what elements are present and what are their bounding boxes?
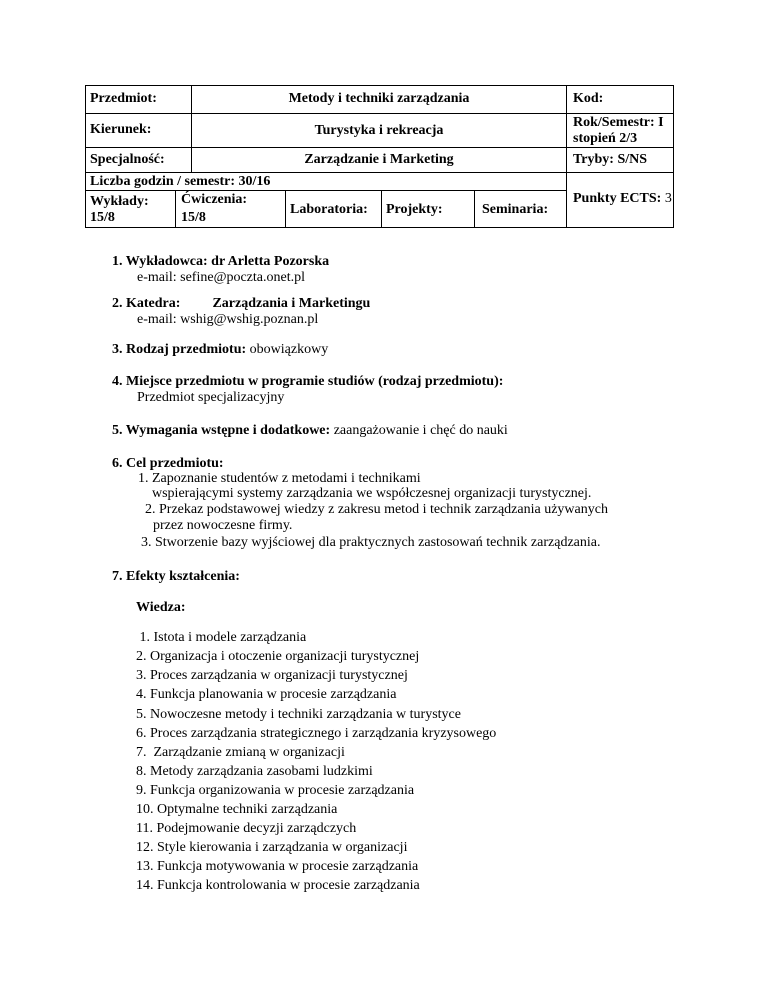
cel-line-2: wspierającymi systemy zarządzania we współczesnej organizacji turystycznej. <box>152 486 592 501</box>
ects-value: 3 <box>664 191 672 206</box>
specjalnosc-label: Specjalność: <box>90 152 165 167</box>
specjalnosc-value: Zarządzanie i Marketing <box>304 152 454 167</box>
wiedza-label: Wiedza: <box>136 600 186 615</box>
kierunek-value-cell <box>192 114 567 148</box>
list-item: 5. Nowoczesne metody i techniki zarządzania w turystyce <box>136 707 461 722</box>
rodzaj-label: 3. Rodzaj przedmiotu: <box>112 342 247 357</box>
seminaria-cell <box>475 191 567 228</box>
list-item: 10. Optymalne techniki zarządzania <box>136 802 338 817</box>
course-info-table <box>85 85 674 228</box>
specjalnosc-label-cell <box>86 148 192 173</box>
cwiczenia-label: Ćwiczenia: <box>181 192 248 207</box>
rodzaj-value: obowiązkowy <box>249 342 329 357</box>
miejsce-label: 4. Miejsce przedmiotu w programie studiów (rodzaj przedmiotu): <box>112 374 504 389</box>
wymagania-label: 5. Wymagania wstępne i dodatkowe: <box>112 423 331 438</box>
laboratoria-label: Laboratoria: <box>290 202 368 217</box>
katedra-label: 2. Katedra: <box>112 296 181 311</box>
list-item: 2. Organizacja i otoczenie organizacji turystycznej <box>136 649 420 664</box>
cwiczenia-cell <box>176 191 286 228</box>
list-item: 7. Zarządzanie zmianą w organizacji <box>136 745 345 760</box>
liczba-godzin: Liczba godzin / semestr: 30/16 <box>90 174 271 189</box>
kierunek-label-cell <box>86 114 192 148</box>
section-wykladowca <box>112 254 329 286</box>
section-miejsce <box>112 374 503 406</box>
projekty-cell <box>382 191 475 228</box>
rok-semestr-line2: stopień 2/3 <box>573 131 638 146</box>
section-katedra <box>112 296 370 328</box>
cel-line-1: 1. Zapoznanie studentów z metodami i technikami <box>138 471 421 486</box>
rok-semestr-cell <box>567 114 674 148</box>
ects-cell <box>567 173 674 228</box>
wyklady-label: Wykłady: <box>90 194 149 209</box>
wykladowca-email: e-mail: sefine@poczta.onet.pl <box>137 270 305 285</box>
specjalnosc-value-cell <box>192 148 567 173</box>
ects-label: Punkty ECTS: <box>573 191 662 206</box>
rok-semestr-line1: Rok/Semestr: I <box>573 115 664 130</box>
przedmiot-label-cell <box>86 86 192 114</box>
kierunek-label: Kierunek: <box>90 122 152 137</box>
przedmiot-value-cell <box>192 86 567 114</box>
projekty-label: Projekty: <box>386 202 443 217</box>
list-item: 1. Istota i modele zarządzania <box>136 630 307 645</box>
section-rodzaj <box>112 342 328 358</box>
efekty-title: 7. Efekty kształcenia: <box>112 569 240 584</box>
list-item: 14. Funkcja kontrolowania w procesie zarządzania <box>136 878 420 893</box>
cwiczenia-value: 15/8 <box>181 210 206 225</box>
cel-title: 6. Cel przedmiotu: <box>112 456 224 471</box>
cel-line-5: 3. Stworzenie bazy wyjściowej dla praktycznych zastosowań technik zarządzania. <box>141 535 601 550</box>
przedmiot-label: Przedmiot: <box>90 91 157 106</box>
list-item: 6. Proces zarządzania strategicznego i zarządzania kryzysowego <box>136 726 497 741</box>
ects <box>573 191 672 207</box>
tryby-cell <box>567 148 674 173</box>
liczba-godzin-cell <box>86 173 567 191</box>
list-item: 4. Funkcja planowania w procesie zarządzania <box>136 687 397 702</box>
katedra-title <box>112 296 370 312</box>
przedmiot-value: Metody i techniki zarządzania <box>288 91 470 106</box>
list-item: 11. Podejmowanie decyzji zarządczych <box>136 821 357 836</box>
wymagania-value: zaangażowanie i chęć do nauki <box>333 423 508 438</box>
katedra-email: e-mail: wshig@wshig.poznan.pl <box>137 312 319 327</box>
katedra-value: Zarządzania i Marketingu <box>212 296 371 311</box>
seminaria-label: Seminaria: <box>482 202 549 217</box>
wyklady-value: 15/8 <box>90 210 115 225</box>
kod-label: Kod: <box>573 91 604 106</box>
list-item: 9. Funkcja organizowania w procesie zarządzania <box>136 783 415 798</box>
section-wymagania <box>112 423 508 439</box>
list-item: 8. Metody zarządzania zasobami ludzkimi <box>136 764 373 779</box>
kod-cell <box>567 86 674 114</box>
wyklady-cell <box>86 191 176 228</box>
cel-line-4: przez nowoczesne firmy. <box>153 518 293 533</box>
laboratoria-cell <box>286 191 382 228</box>
list-item: 12. Style kierowania i zarządzania w organizacji <box>136 840 408 855</box>
miejsce-value: Przedmiot specjalizacyjny <box>137 390 285 405</box>
kierunek-value: Turystyka i rekreacja <box>314 123 444 138</box>
list-item: 13. Funkcja motywowania w procesie zarządzania <box>136 859 419 874</box>
tryby: Tryby: S/NS <box>573 152 648 167</box>
cel-line-3: 2. Przekaz podstawowej wiedzy z zakresu metod i technik zarządzania używanych <box>145 502 608 517</box>
wykladowca-title: 1. Wykładowca: dr Arletta Pozorska <box>112 254 330 269</box>
list-item: 3. Proces zarządzania w organizacji turystycznej <box>136 668 408 683</box>
